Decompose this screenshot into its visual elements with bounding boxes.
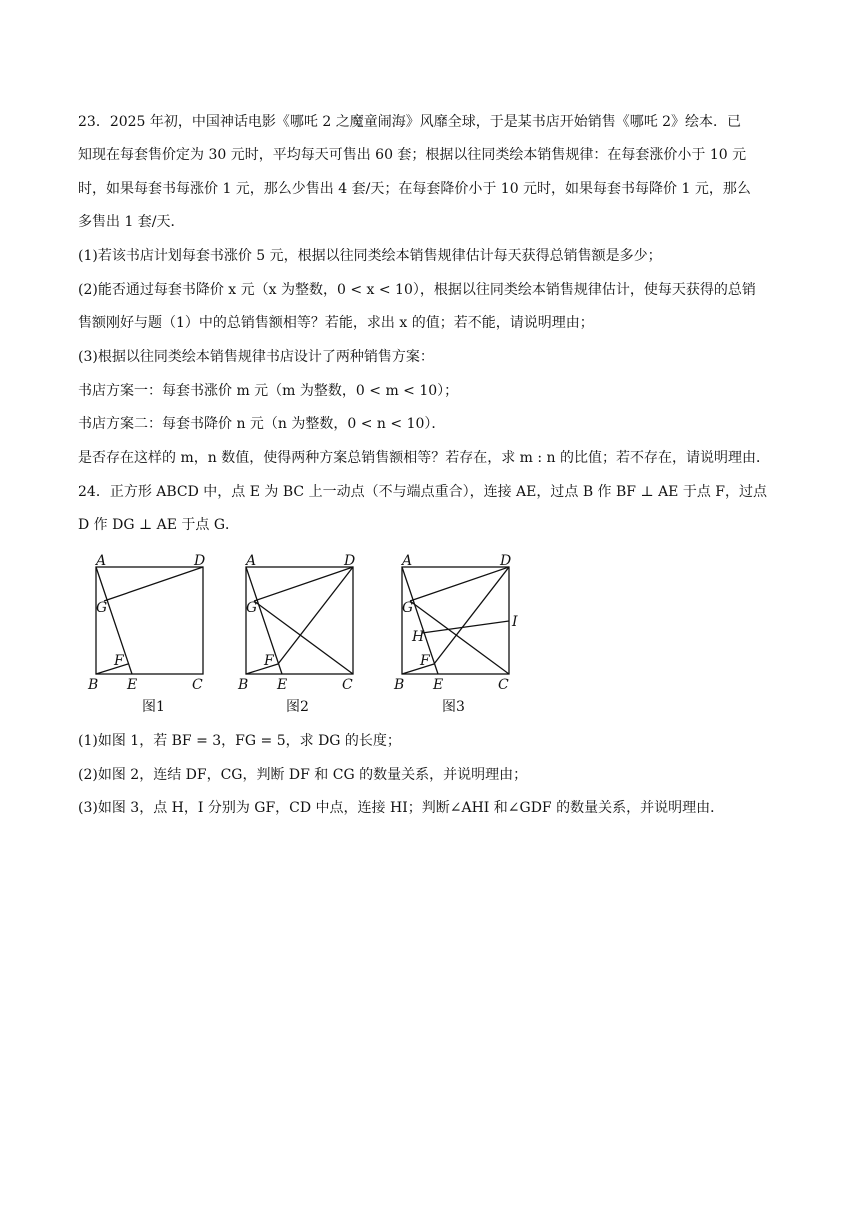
figure-1 xyxy=(84,552,214,717)
fig3-label-f: F xyxy=(420,653,430,669)
fig2-caption: 图2 xyxy=(286,699,309,715)
fig1-label-b: B xyxy=(88,677,99,693)
fig3-label-i: I xyxy=(512,614,518,630)
q23-plan-2: 书店方案二：每套书降价 n 元（n 为整数，0 < n < 10）． xyxy=(78,416,446,432)
fig2-label-b: B xyxy=(238,677,249,693)
fig2-label-c: C xyxy=(342,677,353,693)
q23-line-3: 时，如果每套书每涨价 1 元，那么少售出 4 套/天；在每套降价小于 10 元时，如果每套书每降价 1 元，那么 xyxy=(78,181,751,197)
fig3-segment-df xyxy=(434,567,509,664)
fig1-label-a: A xyxy=(96,553,107,569)
fig1-segment-dg xyxy=(104,567,203,601)
q23-part-1: (1)若该书店计划每套书涨价 5 元，根据以往同类绘本销售规律估计每天获得总销售额是多少； xyxy=(78,248,662,264)
fig1-label-d: D xyxy=(194,553,206,569)
q23-part-3: (3)根据以往同类绘本销售规律书店设计了两种销售方案： xyxy=(78,349,434,365)
q23-part-2-line-2: 售额刚好与题（1）中的总销售额相等？若能，求出 x 的值；若不能，请说明理由； xyxy=(78,315,594,331)
figure-1-diagram xyxy=(84,552,214,717)
figure-3 xyxy=(390,552,530,717)
fig3-label-g: G xyxy=(402,600,414,616)
q23-plan-1: 书店方案一：每套书涨价 m 元（m 为整数，0 < m < 10）； xyxy=(78,383,459,399)
fig1-square xyxy=(96,567,203,674)
fig2-label-e: E xyxy=(277,677,288,693)
fig2-segment-dg xyxy=(254,567,353,601)
fig3-square xyxy=(402,567,509,674)
fig2-label-f: F xyxy=(264,653,274,669)
q24-part-3: (3)如图 3，点 H，I 分别为 GF，CD 中点，连接 HI；判断∠AHI 和∠GDF 的数量关系，并说明理由． xyxy=(78,800,725,816)
fig2-square xyxy=(246,567,353,674)
q24-line-2: D 作 DG ⊥ AE 于点 G． xyxy=(78,517,240,533)
fig3-label-a: A xyxy=(402,553,413,569)
q23-line-4: 多售出 1 套/天． xyxy=(78,214,185,230)
q23-line-1: 23．2025 年初，中国神话电影《哪吒 2 之魔童闹海》风靡全球，于是某书店开始销售《哪吒 2》绘本．已 xyxy=(78,114,742,130)
fig1-label-e: E xyxy=(127,677,138,693)
fig2-label-g: G xyxy=(246,600,258,616)
fig3-segment-dg xyxy=(410,567,509,601)
q23-part-2-line-1: (2)能否通过每套书降价 x 元（x 为整数，0 < x < 10），根据以往同类绘本销售规律估计，使每天获得的总销 xyxy=(78,282,756,298)
fig1-label-g: G xyxy=(96,600,108,616)
q24-part-2: (2)如图 2，连结 DF，CG，判断 DF 和 CG 的数量关系，并说明理由； xyxy=(78,767,528,783)
fig3-label-d: D xyxy=(500,553,512,569)
fig1-caption: 图1 xyxy=(142,699,165,715)
fig3-caption: 图3 xyxy=(442,699,465,715)
q24-part-1: (1)如图 1，若 BF = 3，FG = 5，求 DG 的长度； xyxy=(78,733,401,749)
fig3-label-c: C xyxy=(498,677,509,693)
q23-line-2: 知现在每套售价定为 30 元时，平均每天可售出 60 套；根据以往同类绘本销售规律：在每套涨价小于 10 元 xyxy=(78,147,747,163)
fig2-segment-df xyxy=(278,567,353,664)
fig3-label-b: B xyxy=(394,677,405,693)
fig2-label-d: D xyxy=(344,553,356,569)
figure-2 xyxy=(234,552,364,717)
figure-2-diagram xyxy=(234,552,364,717)
q23-question: 是否存在这样的 m，n 数值，使得两种方案总销售额相等？若存在，求 m : n 的比值；若不存在，请说明理由． xyxy=(78,450,770,466)
fig1-label-c: C xyxy=(192,677,203,693)
fig3-label-h: H xyxy=(412,629,425,645)
fig3-label-e: E xyxy=(433,677,444,693)
figure-3-diagram xyxy=(390,552,530,717)
q24-line-1: 24．正方形 ABCD 中，点 E 为 BC 上一动点（不与端点重合），连接 AE，过点 B 作 BF ⊥ AE 于点 F，过点 xyxy=(78,484,768,500)
fig1-label-f: F xyxy=(114,653,124,669)
fig2-label-a: A xyxy=(246,553,257,569)
